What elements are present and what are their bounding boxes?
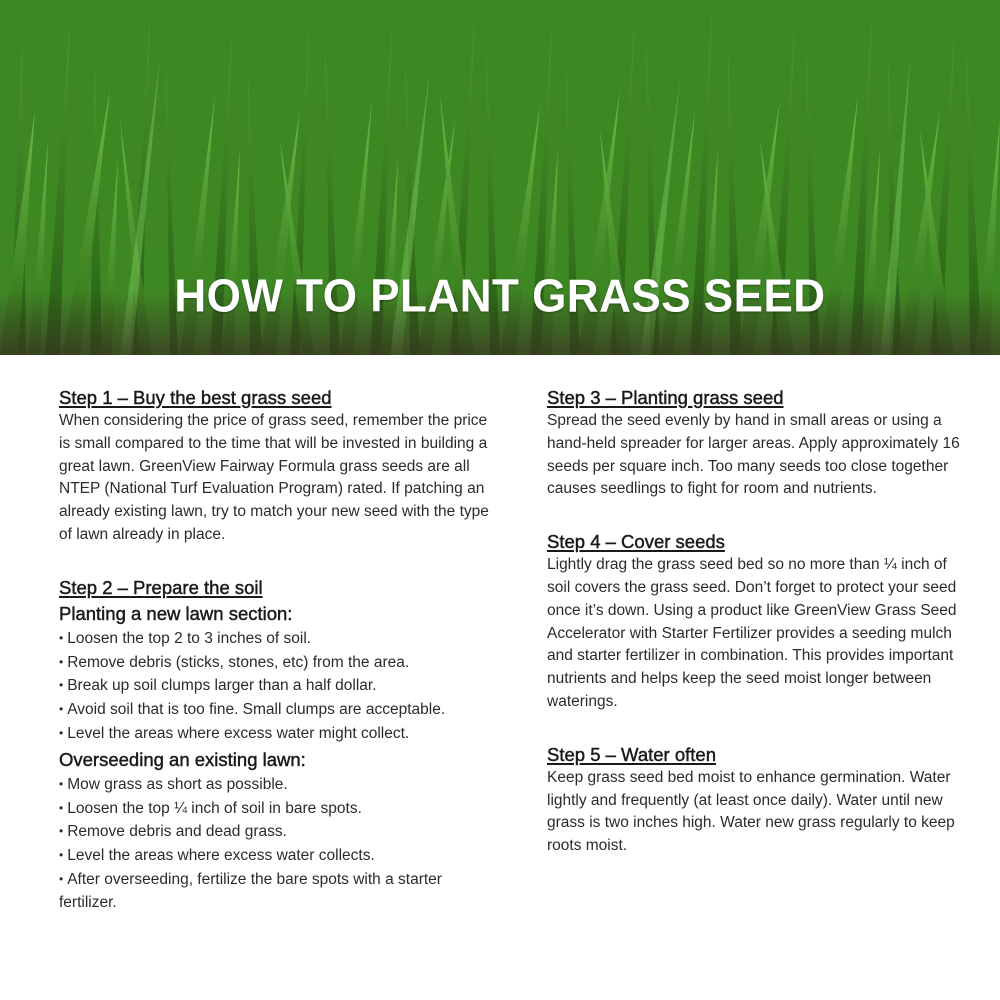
step-1-heading: Step 1 – Buy the best grass seed xyxy=(59,387,332,408)
list-item: • Remove debris and dead grass. xyxy=(59,823,287,841)
list-item: • Level the areas where excess water collects. xyxy=(59,847,375,865)
step-3-heading: Step 3 – Planting grass seed xyxy=(547,387,784,408)
bullet-icon: • xyxy=(59,630,64,645)
step-5-body: Keep grass seed bed moist to enhance germination. Water lightly and frequently (at least once daily). Water until new grass is two inches high. Water new grass regularly to keep roots moist. xyxy=(547,768,955,855)
new-lawn-list xyxy=(59,627,499,746)
step-4-section xyxy=(547,529,967,714)
right-column xyxy=(547,385,967,858)
hero-banner xyxy=(0,0,1000,355)
list-item: • Avoid soil that is too fine. Small clumps are acceptable. xyxy=(59,701,446,719)
step-3-body: Spread the seed evenly by hand in small areas or using a hand-held spreader for larger areas. Apply approximately 16 seeds per square inch. Too many seeds too close together causes seedlings to fight for room and nutrients. xyxy=(547,412,960,498)
step-4-heading: Step 4 – Cover seeds xyxy=(547,531,725,553)
list-item: • Loosen the top ¼ inch of soil in bare spots. xyxy=(59,799,362,817)
list-item: • Loosen the top 2 to 3 inches of soil. xyxy=(59,629,312,647)
step-1-body: When considering the price of grass seed, remember the price is small compared to the time that will be invested in building a great lawn. GreenView Fairway Formula grass seeds are all NTEP (National Turf Evaluation Program) rated. If patching an already existing lawn, try to match your new seed with the type of lawn already in place. xyxy=(59,412,489,543)
bullet-icon: • xyxy=(59,702,64,717)
new-lawn-subheading: Planting a new lawn section: xyxy=(59,602,293,624)
step-2-heading: Step 2 – Prepare the soil xyxy=(59,576,263,598)
list-item: • Break up soil clumps larger than a half dollar. xyxy=(59,677,377,695)
list-item: • Level the areas where excess water might collect. xyxy=(59,724,410,742)
bullet-icon: • xyxy=(59,678,64,693)
bullet-icon: • xyxy=(59,776,64,791)
step-5-heading: Step 5 – Water often xyxy=(547,743,716,765)
page-title: HOW TO PLANT GRASS SEED xyxy=(174,270,826,323)
bullet-icon: • xyxy=(59,725,64,740)
bullet-icon: • xyxy=(59,824,64,839)
overseeding-list xyxy=(59,773,499,915)
bullet-icon: • xyxy=(59,654,64,669)
bullet-icon: • xyxy=(59,848,64,863)
overseeding-subheading: Overseeding an existing lawn: xyxy=(59,748,306,770)
list-item: • Remove debris (sticks, stones, etc) from the area. xyxy=(59,653,410,671)
step-1-section xyxy=(59,385,499,547)
step-5-section xyxy=(547,742,967,858)
step-2-section xyxy=(59,575,499,915)
left-column xyxy=(59,385,499,915)
bullet-icon: • xyxy=(59,871,64,886)
step-4-body: Lightly drag the grass seed bed so no more than ¼ inch of soil covers the grass seed. Don’t forget to protect your seed once it’s down. Using a product like GreenView Grass Seed Accelerator with Starter Fertilizer provides a seeding mulch and starter fertilizer in combination. This provides important nutrients and helps keep the seed moist longer between waterings. xyxy=(547,556,957,710)
bullet-icon: • xyxy=(59,800,64,815)
list-item: • After overseeding, fertilize the bare spots with a starter fertilizer. xyxy=(59,870,442,911)
list-item: • Mow grass as short as possible. xyxy=(59,775,288,793)
step-3-section xyxy=(547,385,967,501)
